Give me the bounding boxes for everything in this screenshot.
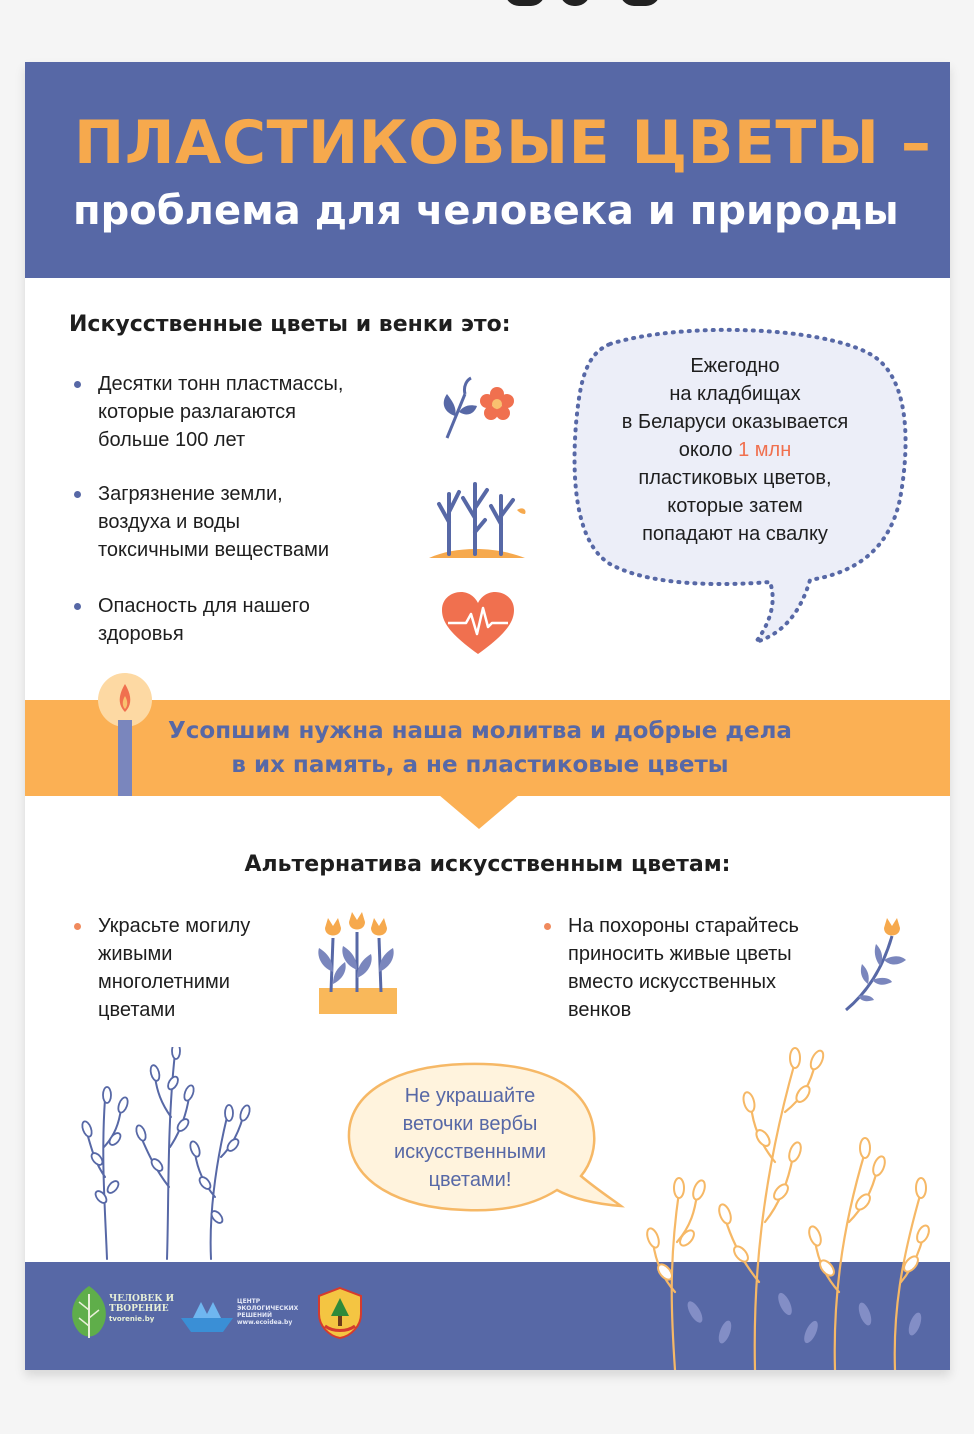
list-item: [568, 912, 799, 1024]
banner-text: [155, 714, 805, 782]
list-item-line: Загрязнение земли,: [98, 483, 283, 505]
fact-line: Ежегодно: [690, 355, 780, 377]
section1-heading: Искусственные цветы и венки это:: [69, 312, 511, 337]
logo2-line: РЕШЕНИЙ: [237, 1312, 273, 1319]
banner-line: Усопшим нужна наша молитва и добрые дела: [168, 718, 792, 744]
poster: [25, 62, 950, 1370]
bullet-dot: [74, 923, 81, 930]
fact-highlight-number: 1 млн: [738, 439, 792, 461]
banner-line: в их память, а не пластиковые цветы: [231, 752, 729, 778]
fact-line: на кладбищах: [669, 383, 801, 405]
list-item-line: токсичными веществами: [98, 539, 330, 561]
willow-line: цветами!: [428, 1169, 512, 1191]
list-item: [98, 592, 310, 648]
logo2-text: [237, 1298, 298, 1326]
dead-trees-icon: [425, 472, 530, 562]
bullet-dot: [544, 923, 551, 930]
poster-subtitle: проблема для человека и природы: [73, 188, 899, 234]
logo2-line: ЦЕНТР: [237, 1298, 261, 1305]
poster-title: ПЛАСТИКОВЫЕ ЦВЕТЫ –: [74, 108, 932, 178]
logo2-line: ЭКОЛОГИЧЕСКИХ: [237, 1305, 299, 1312]
tulips-bed-icon: [313, 912, 403, 1016]
logo1-text: [109, 1294, 174, 1324]
list-item-line: Десятки тонн пластмассы,: [98, 373, 344, 395]
list-item-line: здоровья: [98, 623, 184, 645]
logo1-line: ТВОРЕНИЕ: [109, 1304, 169, 1314]
top-edge-fragment: [0, 0, 974, 10]
bullet-dot: [74, 603, 81, 610]
list-item: [98, 912, 250, 1024]
list-item-line: которые разлагаются: [98, 401, 296, 423]
poster-header: [25, 62, 950, 278]
plastic-flower-icon: [435, 372, 525, 442]
willow-line: искусственными: [394, 1141, 546, 1163]
bullet-dot: [74, 491, 81, 498]
section2-heading: Альтернатива искусственным цветам:: [244, 852, 731, 877]
list-item-line: цветами: [98, 999, 176, 1021]
list-item-line: приносить живые цветы: [568, 943, 792, 965]
fact-bubble-text: [585, 352, 885, 548]
list-item-line: венков: [568, 999, 632, 1021]
fact-line: [585, 436, 885, 464]
fact-line: пластиковых цветов,: [638, 467, 832, 489]
willow-bubble-text: [360, 1082, 580, 1194]
fact-line: в Беларуси оказывается: [621, 411, 849, 433]
list-item: [98, 370, 343, 454]
logo1-line: ЧЕЛОВЕК И: [109, 1294, 175, 1304]
heart-pulse-icon: [440, 590, 516, 656]
leaf-logo-icon: [67, 1284, 111, 1340]
willow-line: веточки вербы: [402, 1113, 538, 1135]
list-item-line: больше 100 лет: [98, 429, 246, 451]
list-item-line: На похороны старайтесь: [568, 915, 799, 937]
logo1-site: tvorenie.by: [109, 1315, 155, 1323]
list-item-line: Украсьте могилу: [98, 915, 251, 937]
fact-line: попадают на свалку: [642, 523, 828, 545]
fact-line: которые затем: [667, 495, 803, 517]
paper-boat-logo-icon: [179, 1298, 235, 1334]
willow-line: Не украшайте: [404, 1085, 536, 1107]
banner-arrow: [439, 795, 519, 829]
list-item-line: многолетними: [98, 971, 230, 993]
fact-prefix: около: [678, 439, 739, 461]
blue-willow-branches-illustration: [77, 1047, 267, 1267]
list-item-line: воздуха и воды: [98, 511, 241, 533]
orange-willow-branches-illustration: [635, 1042, 935, 1370]
candle-icon: [97, 670, 153, 798]
list-item-line: Опасность для нашего: [98, 595, 310, 617]
emblem-icon: [317, 1286, 363, 1340]
tulip-branch-icon: [840, 914, 912, 1014]
bullet-dot: [74, 381, 81, 388]
list-item-line: живыми: [98, 943, 173, 965]
list-item-line: вместо искусственных: [568, 971, 776, 993]
list-item: [98, 480, 329, 564]
logo2-site: www.ecoidea.by: [237, 1319, 293, 1326]
